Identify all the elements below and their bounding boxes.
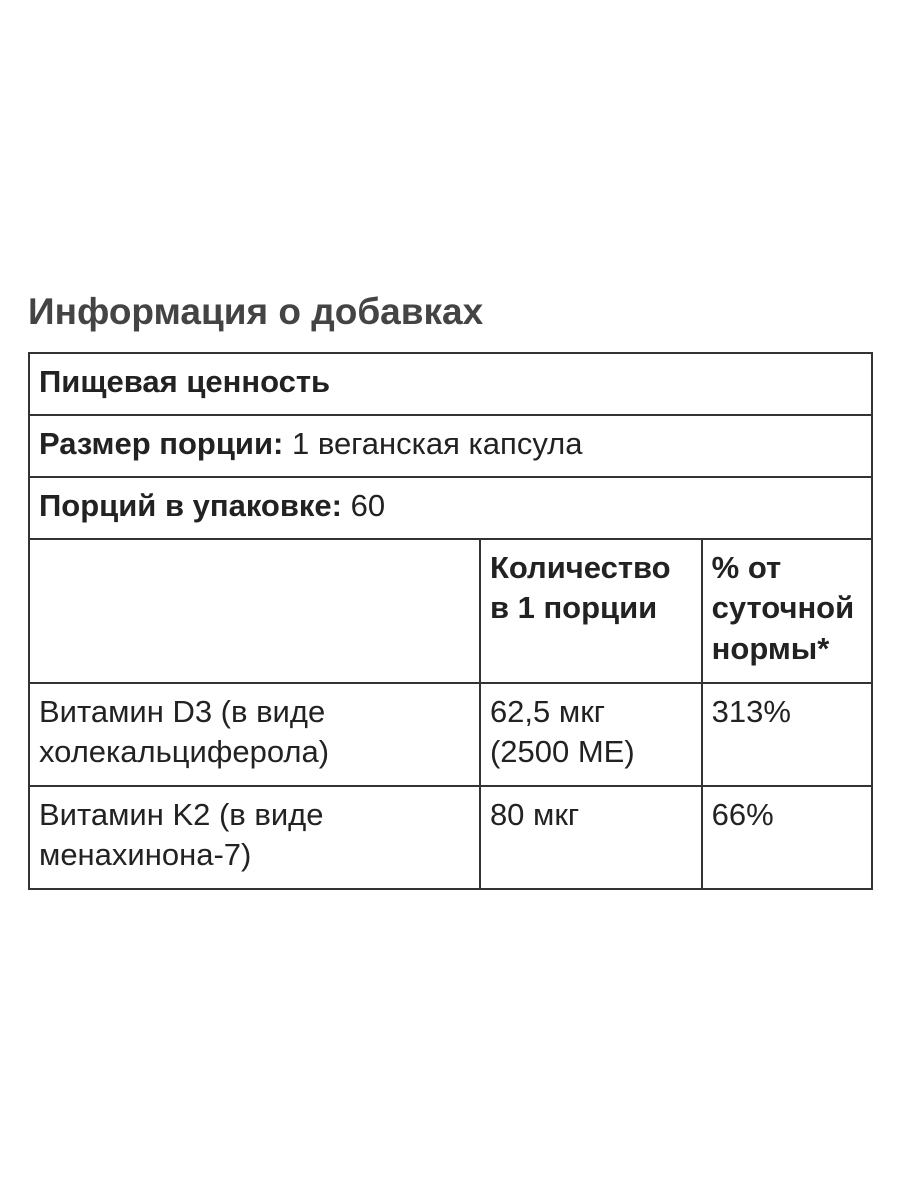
column-header-amount: Количество в 1 порции [480, 539, 702, 683]
column-header-daily-value: % от суточной нормы* [702, 539, 872, 683]
serving-size-row [29, 415, 872, 477]
servings-value: 60 [350, 488, 386, 523]
nutrient-amount: 80 мкг [480, 786, 702, 889]
column-header-row [29, 539, 872, 683]
supplement-facts-table [28, 352, 873, 890]
nutrient-name: Витамин K2 (в виде менахинона-7) [29, 786, 480, 889]
serving-size-cell [29, 415, 872, 477]
facts-heading: Пищевая ценность [29, 353, 872, 415]
servings-label: Порций в упаковке: [39, 488, 342, 523]
nutrient-daily-value: 313% [702, 683, 872, 786]
nutrient-daily-value: 66% [702, 786, 872, 889]
page-title: Информация о добавках [28, 291, 484, 332]
column-header-name [29, 539, 480, 683]
nutrient-name: Витамин D3 (в виде холекальциферола) [29, 683, 480, 786]
table-row [29, 683, 872, 786]
servings-per-container-row [29, 477, 872, 539]
facts-heading-row [29, 353, 872, 415]
serving-size-label: Размер порции: [39, 426, 284, 461]
servings-cell [29, 477, 872, 539]
serving-size-value: 1 веганская капсула [291, 426, 583, 461]
nutrient-amount: 62,5 мкг (2500 МЕ) [480, 683, 702, 786]
table-row [29, 786, 872, 889]
